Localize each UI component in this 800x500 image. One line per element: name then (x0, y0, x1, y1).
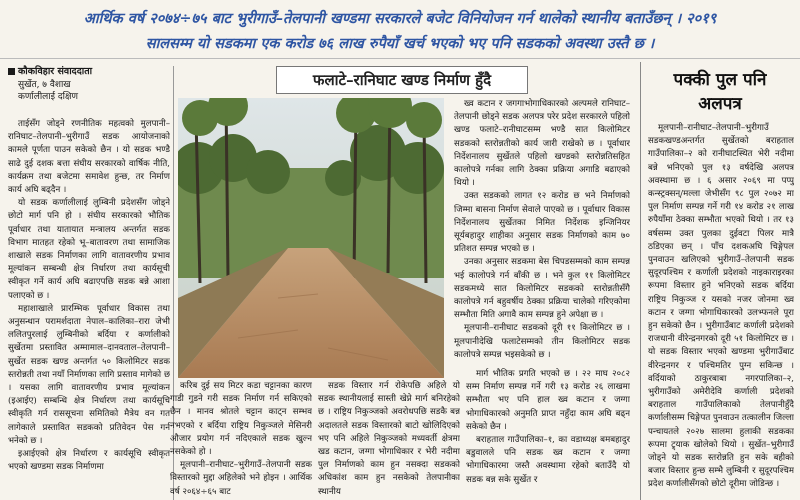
story-paragraph: उनका अनुसार सडकमा बेस चिपडसम्मको काम सम्पन्न भई कालोपत्रे गर्न बाँकी छ । भने कुल ११ किलोमिटर सडकमध्ये सात किलोमिटर सडकको स्तरोन्नतीसँगै कालोपत्रे गर्न बहुवर्षीय ठेक्का प्रक्रिया चालेको गरिएकोमा सम्भौता मिति अगावै काम सम्पन्न हुने अपेक्षा छ । (454, 257, 630, 321)
byline-name (8, 66, 168, 79)
left-paragraph: इआईएको क्षेत्र निर्धारण र कार्यसूचि स्वीकृत भएको खण्डमा सडक निर्माणमा (8, 449, 170, 473)
left-paragraph: यो सडक कर्णालीलाई लुम्बिनी प्रदेशसँग जोड्ने छोटो मार्ग पनि हो । संघीय सरकारको भौतिक पूर्वाधार तथा यातायात मन्त्रालय अन्तर्गत सडक विभाग मातहत रहेको भू–बातावरण तथा सामाजिक शाखाले सडक निर्माणका लागि वातावरणीय प्रभाव मूल्यांकन सम्बन्धी क्षेत्र निर्धारण तथा कार्यसूची स्वीकृत गर्ने कार्य अघि बढाएपछि सडक बन्ने आशा पलाएको छ । (8, 198, 170, 301)
story-paragraph: करिब दुई सय मिटर कडा चट्टानका कारण गाडी गुडने गरी सडक निर्माण गर्न सकिएको छैन । मानव श्रोतले चट्टान काट्न सम्भव नभएको र बर्दिया राष्ट्रिय निकुञ्जले मेसिनरी औजार प्रयोग गर्न नदिएकाले सडक खुल्न नसकेको हो । (170, 381, 312, 458)
story-paragraph: बराहताल गाउँपालिका–१, का वडाध्यक्ष बमबहादुर बडुवालले पनि सडक ख्व कटान र जग्गा भोगाधिकारमा जस्तै अवस्थामा रहेको बताउँदै यो सडक बन्न सके सुर्खेत र (466, 435, 630, 485)
road-photo-illustration (178, 98, 444, 378)
side-title-line-2: अलपत्र (698, 94, 742, 114)
side-story-paragraph: मूलपानी–रानीघाट–तेलपानी–भुरीगाउँ सडकखण्डअन्तर्गत सुर्खेतको बराहताल गाउँपालिका–२ को रानीघाटस्थित भेरी नदीमा बन्ने भनिएको पुल १३ वर्षदेखि अलपत्र अवस्थामा छ । ६ असार २०६९ मा पप्पु कन्स्ट्रक्सन्/मल्ला जेभीसँग ९८ पुल २०७२ मा पुल निर्माण सम्पन्न गर्ने गरी १४ करोड २१ लाख रुपैयाँमा ठेक्का सम्भौता भएको थियो । तर १३ वर्षसम्म उक्त पुलका दुईवटा पिलर मात्रै ठडिएका छन् । पाँच दशकअघि चिङ्गेपल पुनवाउन खलिएको भुरीगाउँ–तेलपानी सडक सुदूरपश्चिम र कर्णाली प्रदेशको नाइकाराइरका रूपमा विस्तार हुने भनिएको सडक बर्दिया राष्ट्रिय निकुञ्ज र यसको नजर जोनमा ख्व कटान र जग्गा भोगाधिकारको उलभ्फनले पूरा हुन सकेको छैन । भुरीगाउँबाट कर्णाली प्रदेशको राजधानी वीरेन्द्रनगरको दूरी ५१ किलोमिटर छ । यो सडक विस्तार भएको खण्डमा भुरीगाउँबाट वीरेन्द्रनगर र पश्चिमतिर पुग्न सकिन्छ । वर्दियाको ठाकुरबाबा नगरपालिका–२, भुरीगाउँको अमेरीदेवि कर्णाली प्रदेशको बराहताल गाउँपालिकाको तेलपानीहुँदै कर्णालीसम्म चिङ्गेपत पुनवाउन तत्कालीन जिल्ला पन्चायतले २०२७ सालमा हुलाकी सडकका रूपमा ट्र्याक खोलेको थियो । सुर्खेत–भुरीगाउँ जोड्ने यो सडक स्तरोन्नति हुन सके बहीको बजार विस्तार हुन्छ सम्भै लुम्बिनी र सुदूरपश्चिम प्रदेश कर्णालीसँगको छोटो दूरीमा जोडिन्छ । (648, 123, 794, 490)
bullet-marker (8, 68, 15, 75)
story-title: फलाटे–रानिघाट खण्ड निर्माण हुँदै (276, 66, 528, 94)
story-column-bottom-1 (170, 380, 312, 500)
story-paragraph: मूलपानी–रानीघाट सडकको दूरी ११ किलोमिटर छ । मूलपानीदेखि फलाटेसम्मको तीन किलोमिटर सडक कालोपत्रे सम्पन्न भइसकेको छ । (454, 323, 630, 360)
left-paragraph: महाशाखाले प्रारम्भिक पूर्वाधार विकास तथा अनुसन्धान परामर्शदाता नेपाल–कालिका–रारा जेभी ललितपुरलाई लुम्बिनीको बर्दिया र कर्णालीको सुर्खेतमा प्रस्तावित अम्मामाल–दानवताल–तेलपानी–सुर्खेत सडक खण्ड अन्तर्गत ५० किलोमिटर सडक स्तरोन्नती तथा नयाँ निर्माणका लागि प्रस्ताव मागेको छ । यसका लागि वातावरणीय प्रभाव मूल्यांकन (इआईए) सम्बन्धि क्षेत्र निर्धारण तथा कार्यसूचि स्वीकृति गर्न राससूचना समितिको मैत्रेय वन गत लागेकाले प्रस्तावित सडकको प्रतिवेदन पेस गर्न भनेको छ । (8, 303, 170, 446)
road-construction-photo (178, 98, 444, 378)
byline-place: सुर्खेत, ७ वैशाख (18, 79, 71, 90)
story-paragraph: ख्व कटान र जगगाभोगाधिकारको अल्पमले रानिघाट–तेलपानी छोड्ने सडक अलपत्र परेर प्रदेश सरकारले पहिलो खण्ड फलाटे–रानीघाटसम्म भण्डै सात किलोमिटर सडकको स्तरोन्नतीको कार्य जारी राखेको छ । पूर्वाधार निर्देशनालय सुर्खेतले पहिलो खण्डको स्तरोन्नतिसहित कालोपत्रे गर्नका लागि ठेक्का प्रक्रिया अगाडि बढाएको थियो । (454, 99, 630, 189)
story-column-right-of-photo (454, 98, 630, 364)
story-paragraph: उक्त सडकको लागत १२ करोड छ भने निर्माणको जिम्मा बासना निर्माण सेवाले पाएको छ । पूर्वाधार विकास निर्देशनालय सुर्खेतका निमित निर्देशक इन्जिनियर सूर्यबहादुर शाहीका अनुसार सडक निर्माणको काम ७० प्रतिशत सम्पन्न भएको छ । (454, 191, 630, 255)
byline-location: कर्णालीलाई दक्षिण (18, 92, 78, 102)
left-column (8, 118, 170, 500)
story-column-bottom-2 (318, 380, 460, 500)
story-paragraph: मूलपानी–रानीघाट–भुरीगाउँ–तेलपानी सडक विस्तारको मुद्दा अहिलेको भने होइन । आर्थिक वर्ष २०६४÷६५ बाट (170, 460, 312, 497)
headline-line-2: सालसम्म यो सडकमा एक करोड ७६ लाख रुपैयाँ खर्च भएको भए पनि सडकको अवस्था उस्तै छ । (145, 35, 655, 52)
story-paragraph: मार्ग भौतिक प्रगति भएको छ । २२ माघ २०८२ सम्म निर्माण सम्पन्न गर्ने गरी १३ करोड २६ लाखमा सम्भौता भए पनि हाल ख्व कटान र जग्गा भोगाधिकारको अनुमति प्राप्त नहुँदा काम अघि बढ्न सकेको छैन । (466, 369, 630, 432)
left-paragraph: ताईसँग जोड्ने रणनीतिक महत्वको मुलपानी–रानिघाट–तेलपानी–भुरीगाउँ सडक आयोजनाको कामले पूर्णता पाउन सकेको छैन । यो सडक भण्डै साढे दुई दशक बत्ता संघीय सरकारको वार्षिक नीति, कार्यक्रम तथा बजेटमा समावेश हुन्छ, तर निर्माण कार्य अघि बढ्दैन । (8, 119, 170, 196)
header-band (0, 0, 800, 59)
byline (8, 66, 168, 104)
side-story-column (648, 122, 794, 500)
story-paragraph: सडक विस्तार गर्न रोकेपछि अहिले यो सडक स्थानीयलाई सास्ती खेप्ने मार्ग बनिरहेको छ । राष्ट्रिय निकुञ्जको अवरोधपछि सडकै बन्न अदालतले सडक विस्तारको बाटो खोलिदिएको भए पनि अहिले निकुञ्जको मध्यवर्ती क्षेत्रमा खड कटान, जग्गा भोगाधिकार र भेरी नदीमा पुल निर्माणको काम हुन नसक्दा सडकको अधिकांश काम हुन नसकेको तेलपानीका स्थानीय (318, 381, 460, 497)
headline-line-1: आर्थिक वर्ष २०७४÷७५ बाट भुरीगाउँ–तेलपानी खण्डमा सरकारले बजेट विनियोजन गर्न थालेको स्थानीय बताउँछन् । २०१९ (83, 10, 717, 27)
side-story-title (641, 68, 799, 116)
story-column-bottom-3 (466, 368, 630, 500)
side-title-line-1: पक्की पुल पनि (673, 70, 767, 90)
byline-name-text: कौकविहार संवाददाता (18, 66, 93, 77)
